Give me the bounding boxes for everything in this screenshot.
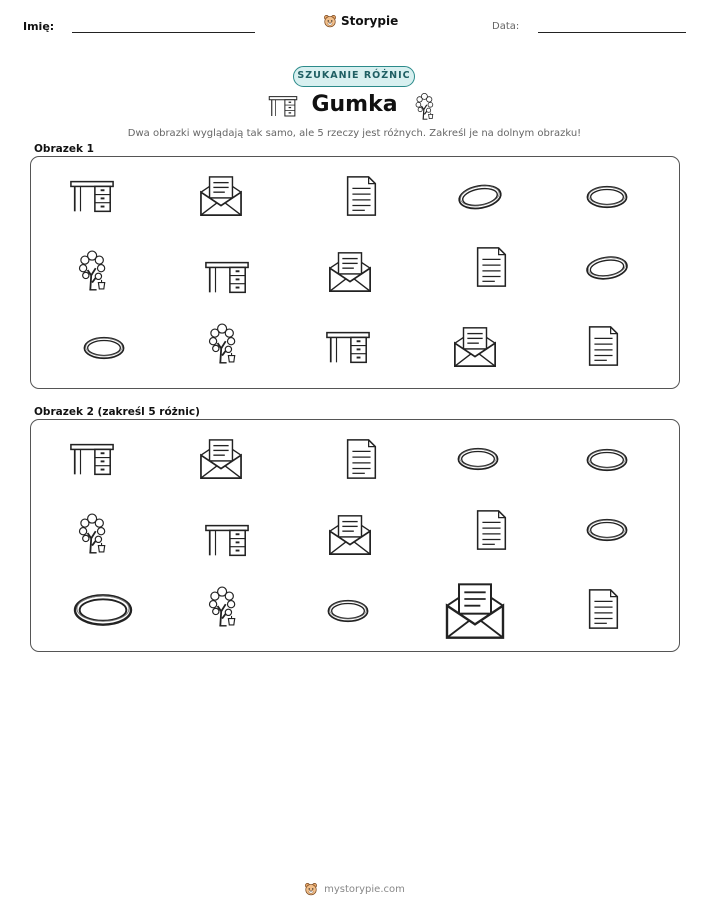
envelope-icon [198, 175, 244, 217]
name-label: Imię: [23, 20, 55, 33]
envelope-icon [452, 325, 498, 369]
bear-logo-icon [304, 882, 318, 896]
ring-icon [584, 253, 630, 283]
ring-icon[interactable] [325, 597, 371, 625]
ring-icon[interactable] [584, 446, 630, 474]
desk-icon[interactable] [204, 522, 250, 558]
tree-icon[interactable] [75, 510, 111, 556]
desk-icon [204, 259, 250, 295]
tree-icon [75, 247, 111, 293]
ring-icon[interactable] [455, 445, 501, 473]
date-label: Data: [492, 21, 520, 32]
desk-icon [69, 178, 115, 214]
brand-name: Storypie [341, 14, 399, 28]
envelope-icon [327, 250, 373, 294]
ring-icon [81, 334, 127, 362]
document-icon[interactable] [343, 438, 379, 480]
picture1-label: Obrazek 1 [34, 143, 94, 155]
tree-icon[interactable] [205, 583, 241, 629]
envelope-icon[interactable] [327, 513, 373, 557]
bear-logo-icon [323, 14, 337, 28]
document-icon [473, 246, 509, 288]
document-icon [585, 325, 621, 367]
name-input-line[interactable] [72, 32, 255, 33]
page-title: Gumka [311, 92, 398, 117]
desk-icon[interactable] [69, 441, 115, 477]
ring-icon [584, 183, 630, 211]
envelope-icon[interactable] [198, 438, 244, 480]
picture2-panel[interactable] [30, 419, 680, 652]
footer [0, 882, 709, 896]
document-icon [343, 175, 379, 217]
picture2-label: Obrazek 2 (zakreśl 5 różnic) [34, 406, 200, 418]
tree-title-icon [413, 91, 437, 125]
tree-icon [205, 320, 241, 366]
ring-icon[interactable] [584, 516, 630, 544]
document-icon[interactable] [473, 509, 509, 551]
picture1-panel [30, 156, 680, 389]
category-badge: SZUKANIE RÓŻNIC [293, 66, 415, 87]
envelope-icon[interactable] [443, 580, 507, 642]
desk-icon [325, 329, 371, 365]
footer-url: mystorypie.com [324, 883, 405, 895]
ring-icon [455, 182, 505, 212]
instructions: Dwa obrazki wyglądają tak samo, ale 5 rzeczy jest różnych. Zakreśl je na dolnym obrazku! [127, 128, 582, 139]
date-input-line[interactable] [538, 32, 686, 33]
document-icon[interactable] [585, 588, 621, 630]
ring-icon[interactable] [71, 590, 135, 630]
brand-logo [323, 14, 398, 28]
